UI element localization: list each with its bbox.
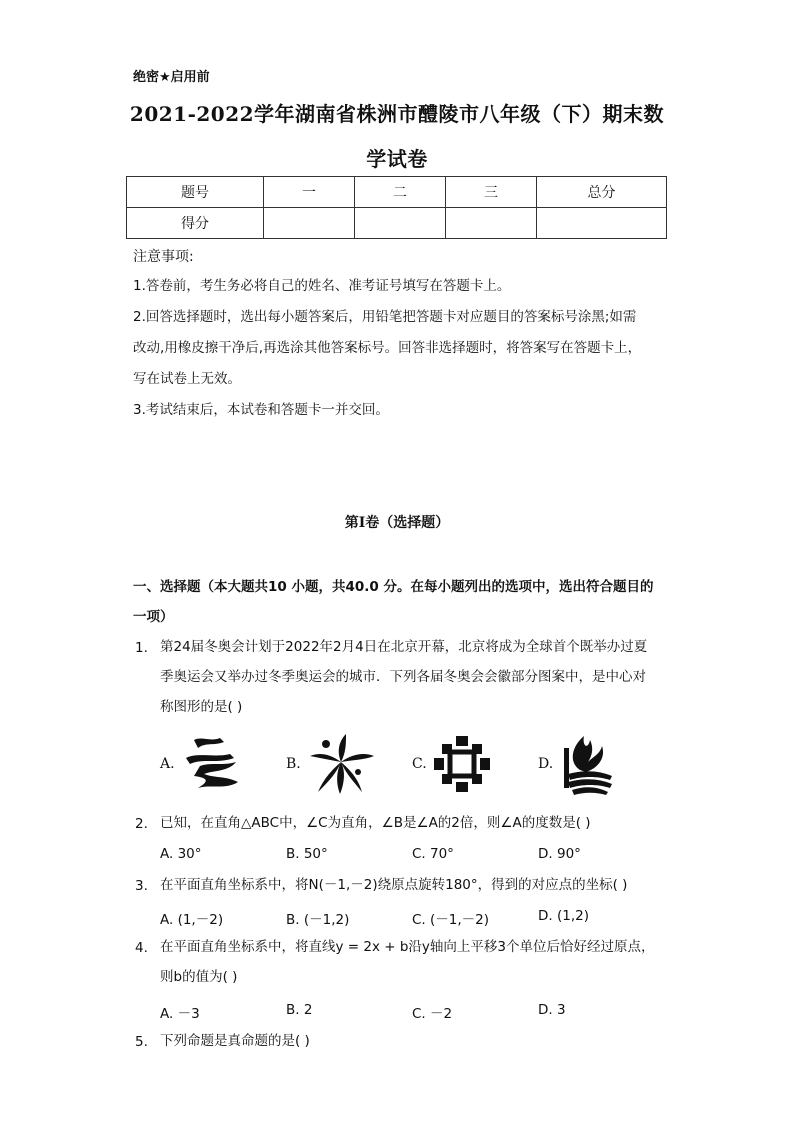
- option-a: A. －3: [160, 1006, 200, 1022]
- question-3-text: [160, 870, 670, 900]
- notice-item-2-line2: 改动,用橡皮擦干净后,再选涂其他答案标号。回答非选择题时，将答案写在答题卡上，: [133, 340, 642, 356]
- option-c: C. 70°: [412, 846, 454, 862]
- question-line: 在平面直角坐标系中，将直线y = 2x + b沿y轴向上平移3个单位后恰好经过原点，: [160, 939, 655, 955]
- emblem-b-icon: [306, 732, 376, 796]
- part-heading: [133, 572, 668, 632]
- option-d: D. 90°: [538, 846, 581, 862]
- section-title: 第I卷（选择题）: [344, 515, 450, 531]
- table-cell: 一: [264, 177, 355, 208]
- notice-item-3: 3.考试结束后，本试卷和答题卡一并交回。: [133, 402, 389, 418]
- table-cell: 总分: [537, 177, 667, 208]
- question-line: 称图形的是( ): [160, 699, 243, 715]
- question-5-text: [160, 1026, 670, 1056]
- option-b: B. 50°: [286, 846, 328, 862]
- score-input-cell: [355, 208, 446, 239]
- question-line: 第24届冬奥会计划于2022年2月4日在北京开幕，北京将成为全球首个既举办过夏: [160, 639, 648, 655]
- score-table-header-row: [127, 177, 667, 208]
- notice-item-2-line3: 写在试卷上无效。: [133, 371, 241, 387]
- option-c: C. (－1,－2): [412, 912, 490, 928]
- score-table-score-row: [127, 208, 667, 239]
- question-number: 3.: [135, 878, 148, 894]
- option-a: A. 30°: [160, 846, 202, 862]
- option-a: A. (1,－2): [160, 912, 224, 928]
- question-number: 2.: [135, 816, 148, 832]
- question-number: 1.: [135, 640, 148, 656]
- option-d: D. 3: [538, 1002, 566, 1018]
- part-heading-line1: 一、选择题（本大题共10 小题，共40.0 分。在每小题列出的选项中，选出符合题目的: [133, 579, 654, 595]
- exam-title-line1: 2021-2022学年湖南省株洲市醴陵市八年级（下）期末数: [129, 102, 665, 126]
- question-1-text: [160, 632, 670, 722]
- question-number: 5.: [135, 1034, 148, 1050]
- confidential-label: 绝密★启用前: [133, 70, 210, 85]
- question-line: 季奥运会又举办过冬季奥运会的城市．下列各届冬奥会会徽部分图案中，是中心对: [160, 669, 646, 685]
- table-cell: 二: [355, 177, 446, 208]
- emblem-c-icon: [432, 734, 492, 794]
- question-4-text: [160, 932, 670, 992]
- option-d: D. (1,2): [538, 908, 589, 924]
- option-b: B. 2: [286, 1002, 313, 1018]
- question-line: 下列命题是真命题的是( ): [160, 1033, 310, 1049]
- score-table: [126, 176, 667, 239]
- option-c-label: C.: [412, 756, 427, 772]
- question-line: 已知，在直角△ABC中，∠C为直角，∠B是∠A的2倍，则∠A的度数是( ): [160, 815, 591, 831]
- table-cell: 三: [446, 177, 537, 208]
- score-input-cell: [446, 208, 537, 239]
- option-b: B. (－1,2): [286, 912, 350, 928]
- question-line: 则b的值为( ): [160, 969, 238, 985]
- table-cell: 题号: [127, 177, 264, 208]
- option-b-label: B.: [286, 756, 301, 772]
- score-input-cell: [537, 208, 667, 239]
- option-a-label: A.: [160, 756, 175, 772]
- emblem-a-icon: [180, 732, 242, 796]
- emblem-d-icon: [558, 726, 618, 796]
- question-number: 4.: [135, 940, 148, 956]
- option-c: C. －2: [412, 1006, 453, 1022]
- question-line: 在平面直角坐标系中，将N(－1,－2)绕原点旋转180°，得到的对应点的坐标( ): [160, 877, 628, 893]
- table-cell: 得分: [127, 208, 264, 239]
- notice-item-2-line1: 2.回答选择题时，选出每小题答案后，用铅笔把答题卡对应题目的答案标号涂黑;如需: [133, 309, 637, 325]
- score-input-cell: [264, 208, 355, 239]
- question-2-text: [160, 808, 670, 838]
- option-d-label: D.: [538, 756, 554, 772]
- part-heading-line2: 一项）: [133, 609, 174, 625]
- notice-item-1: 1.答卷前，考生务必将自己的姓名、准考证号填写在答题卡上。: [133, 278, 511, 294]
- exam-title-line2: 学试卷: [366, 147, 428, 171]
- notice-heading: 注意事项:: [133, 249, 194, 265]
